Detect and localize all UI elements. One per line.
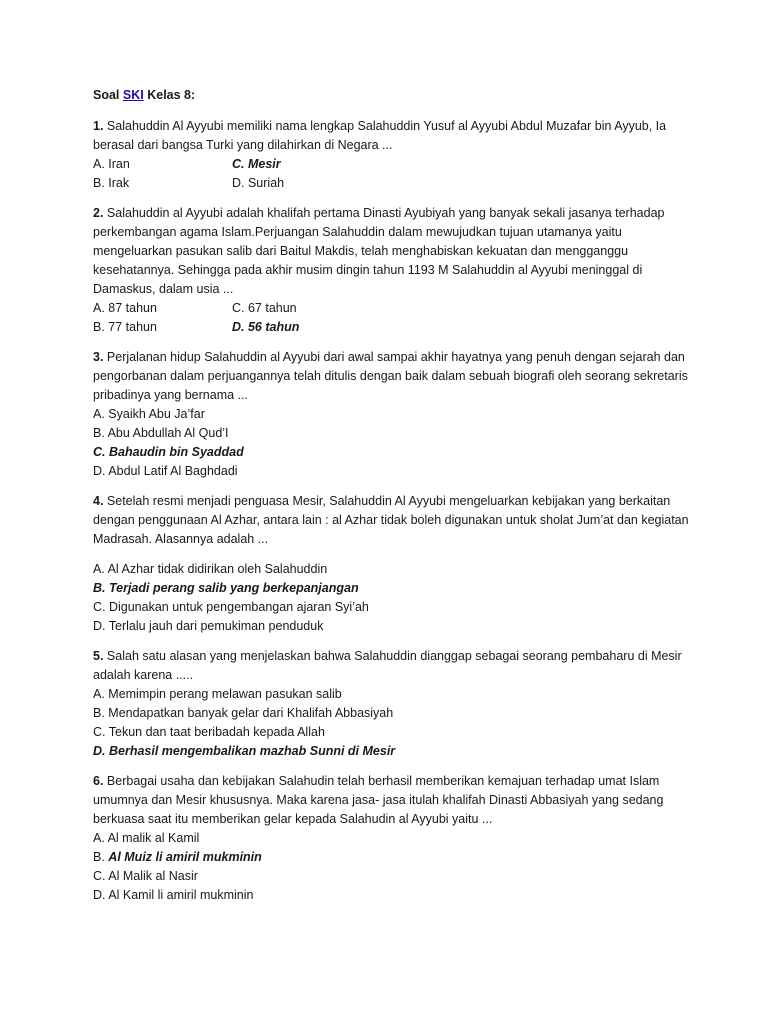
question-3 xyxy=(93,348,693,481)
option-a: A. Syaikh Abu Ja’far xyxy=(93,407,205,421)
question-1 xyxy=(93,117,693,193)
question-stem xyxy=(93,204,693,299)
question-stem xyxy=(93,117,693,155)
question-4 xyxy=(93,492,693,636)
question-number: 6. xyxy=(93,774,104,788)
option-b: B. Mendapatkan banyak gelar dari Khalifah Abbasiyah xyxy=(93,706,394,720)
ski-link[interactable]: SKI xyxy=(122,88,144,102)
spacer xyxy=(93,549,693,560)
option-d: D. Suriah xyxy=(232,176,285,190)
option-d: D. Abdul Latif Al Baghdadi xyxy=(93,464,238,478)
option-b-text: Al Muiz li amiril mukminin xyxy=(108,850,262,864)
option-d-correct: D. 56 tahun xyxy=(232,320,300,334)
option-b-correct: B. Terjadi perang salib yang berkepanjangan xyxy=(93,581,359,595)
question-text: Salah satu alasan yang menjelaskan bahwa Salahuddin dianggap sebagai seorang pembaharu di Mesir adalah karena ..... xyxy=(93,649,682,682)
option-a: A. Iran xyxy=(93,157,130,171)
option-d: D. Terlalu jauh dari pemukiman penduduk xyxy=(93,619,324,633)
option-c-correct: C. Bahaudin bin Syaddad xyxy=(93,445,244,459)
question-text: Setelah resmi menjadi penguasa Mesir, Salahuddin Al Ayyubi mengeluarkan kebijakan yang berkaitan dengan penggunaan Al Azhar, antara lain : al Azhar tidak boleh digunakan untuk sholat Jum’at dan kegiatan Madrasah. Alasannya adalah ... xyxy=(93,494,689,546)
question-text: Salahuddin al Ayyubi adalah khalifah pertama Dinasti Ayubiyah yang banyak sekali jasanya terhadap perkembangan agama Islam.Perjuangan Salahuddin dalam mewujudkan tujuan utamanya yaitu mengeluarkan pasukan salib dari Baitul Makdis, telah menghabiskan kekuatan dan mengganggu kesehatannya. Sehingga pada akhir musim dingin tahun 1193 M Salahuddin al Ayyubi meninggal di Damaskus, dalam usia ... xyxy=(93,206,665,296)
option-c: C. Al Malik al Nasir xyxy=(93,869,198,883)
options-grid xyxy=(93,299,693,337)
option-b-correct xyxy=(93,848,693,867)
question-number: 4. xyxy=(93,494,104,508)
option-c: C. Tekun dan taat beribadah kepada Allah xyxy=(93,725,325,739)
title-prefix: Soal xyxy=(93,88,120,102)
page-title xyxy=(93,86,693,105)
question-text: Berbagai usaha dan kebijakan Salahudin telah berhasil memberikan kemajuan terhadap umat Islam umumnya dan Mesir khususnya. Maka karena jasa- jasa itulah khalifah Dinasti Abbasiyah yang sedang berkuasa saat itu memberikan gelar kepada Salahudin al Ayyubi yaitu ... xyxy=(93,774,664,826)
option-a: A. Al malik al Kamil xyxy=(93,831,200,845)
option-a: A. Memimpin perang melawan pasukan salib xyxy=(93,687,342,701)
option-b: B. Abu Abdullah Al Qud’I xyxy=(93,426,229,440)
option-c: C. 67 tahun xyxy=(232,301,297,315)
question-stem xyxy=(93,772,693,829)
question-stem xyxy=(93,647,693,685)
question-stem xyxy=(93,348,693,405)
option-b-letter: B. xyxy=(93,850,105,864)
option-a: A. 87 tahun xyxy=(93,301,157,315)
question-6 xyxy=(93,772,693,905)
document-page xyxy=(93,86,693,916)
question-number: 3. xyxy=(93,350,104,364)
options-grid xyxy=(93,155,693,193)
option-b: B. Irak xyxy=(93,176,130,190)
question-text: Salahuddin Al Ayyubi memiliki nama lengkap Salahuddin Yusuf al Ayyubi Abdul Muzafar bin Ayyub, Ia berasal dari bangsa Turki yang dilahirkan di Negara ... xyxy=(93,119,667,152)
title-suffix: Kelas 8: xyxy=(147,88,196,102)
option-d: D. Al Kamil li amiril mukminin xyxy=(93,888,254,902)
option-b: B. 77 tahun xyxy=(93,320,157,334)
option-c: C. Digunakan untuk pengembangan ajaran Syi’ah xyxy=(93,600,369,614)
question-2 xyxy=(93,204,693,337)
question-number: 5. xyxy=(93,649,104,663)
question-text: Perjalanan hidup Salahuddin al Ayyubi dari awal sampai akhir hayatnya yang penuh dengan sejarah dan pengorbanan dalam perjuangannya telah ditulis dengan baik dalam sebuah biografi oleh seorang sekretaris pribadinya yang bernama ... xyxy=(93,350,688,402)
question-5 xyxy=(93,647,693,761)
option-a: A. Al Azhar tidak didirikan oleh Salahuddin xyxy=(93,562,328,576)
question-number: 2. xyxy=(93,206,104,220)
option-d-correct: D. Berhasil mengembalikan mazhab Sunni di Mesir xyxy=(93,744,396,758)
option-c-correct: C. Mesir xyxy=(232,157,281,171)
question-stem xyxy=(93,492,693,549)
question-number: 1. xyxy=(93,119,104,133)
